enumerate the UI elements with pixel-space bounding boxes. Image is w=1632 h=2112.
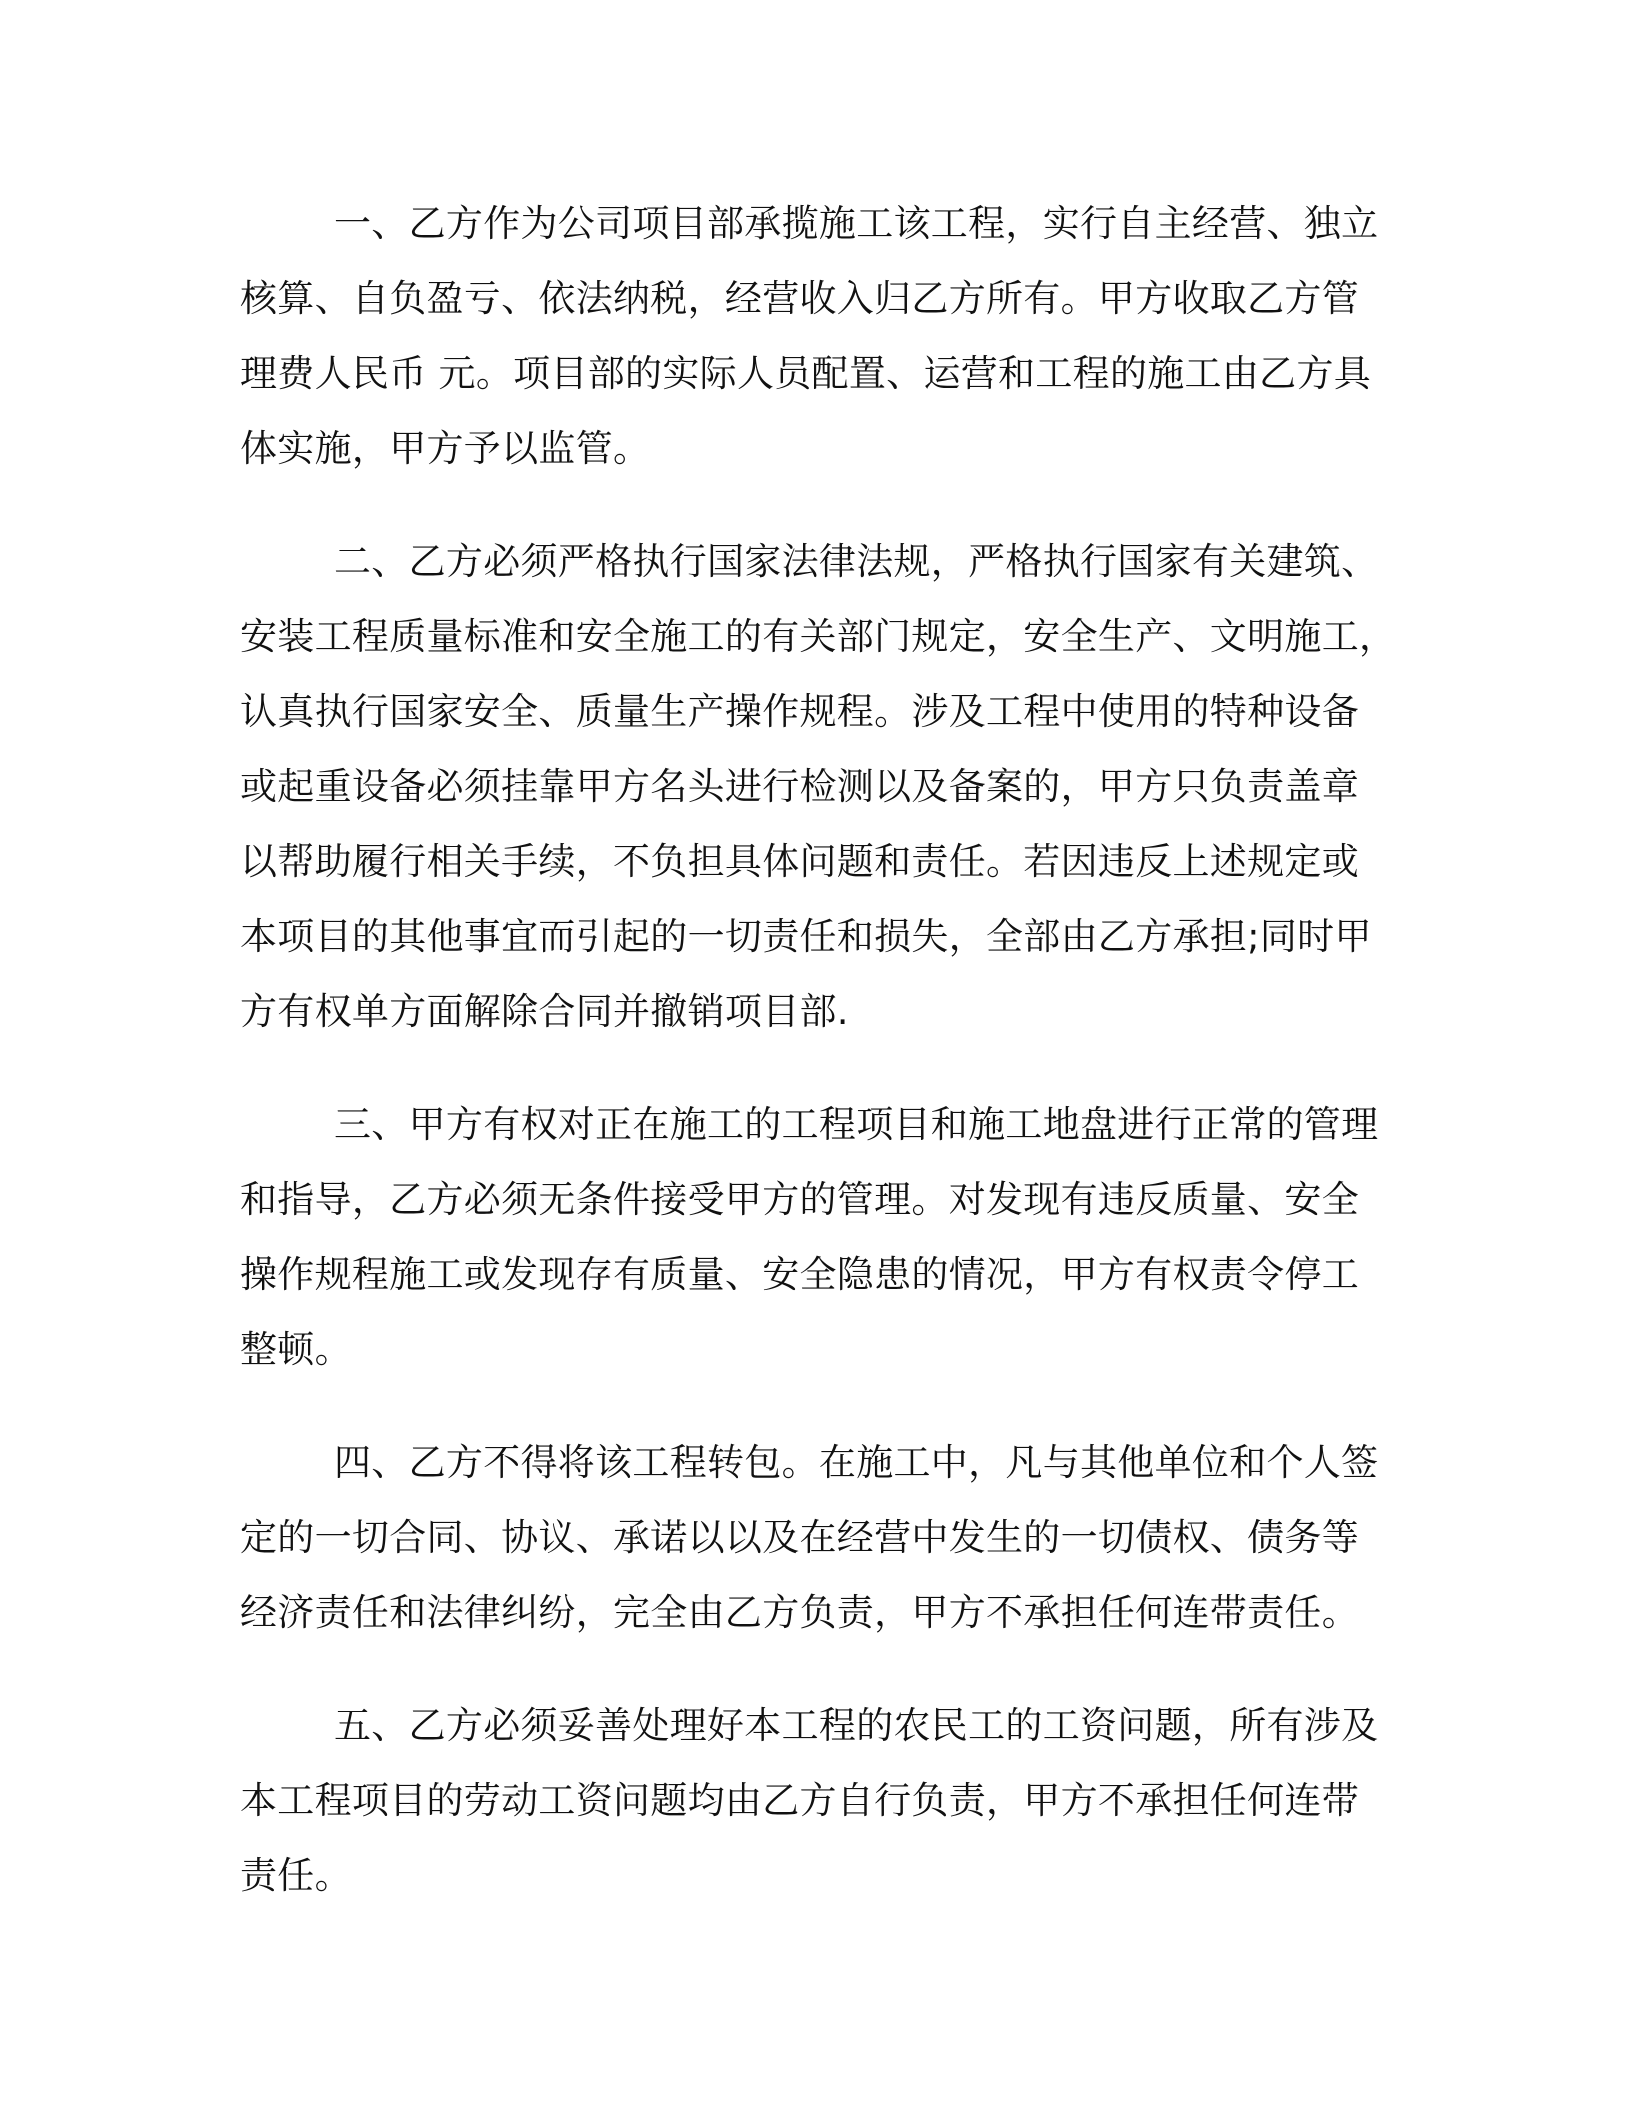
paragraph-line: 和指导，乙方必须无条件接受甲方的管理。对发现有违反质量、安全 <box>240 1178 1359 1221</box>
paragraph-line: 方有权单方面解除合同并撤销项目部. <box>240 990 849 1033</box>
paragraph-line: 定的一切合同、协议、承诺以以及在经营中发生的一切债权、债务等 <box>240 1516 1359 1559</box>
paragraph-4 <box>240 1425 1400 1650</box>
paragraph-line: 或起重设备必须挂靠甲方名头进行检测以及备案的，甲方只负责盖章 <box>240 765 1359 808</box>
paragraph-line: 认真执行国家安全、质量生产操作规程。涉及工程中使用的特种设备 <box>240 690 1359 733</box>
paragraph-2 <box>240 524 1400 1049</box>
paragraph-line: 经济责任和法律纠纷，完全由乙方负责，甲方不承担任何连带责任。 <box>240 1591 1359 1634</box>
paragraph-line: 核算、自负盈亏、依法纳税，经营收入归乙方所有。甲方收取乙方管 <box>240 277 1359 320</box>
paragraph-line: 一、乙方作为公司项目部承揽施工该工程，实行自主经营、独立 <box>334 202 1379 245</box>
paragraph-5 <box>240 1688 1400 1913</box>
paragraph-line: 四、乙方不得将该工程转包。在施工中，凡与其他单位和个人签 <box>334 1441 1379 1484</box>
paragraph-line: 整顿。 <box>240 1328 352 1371</box>
paragraph-line: 操作规程施工或发现存有质量、安全隐患的情况，甲方有权责令停工 <box>240 1253 1359 1296</box>
paragraph-line: 本项目的其他事宜而引起的一切责任和损失，全部由乙方承担;同时甲 <box>240 915 1372 958</box>
paragraph-1 <box>240 186 1400 486</box>
paragraph-line: 三、甲方有权对正在施工的工程项目和施工地盘进行正常的管理 <box>334 1103 1379 1146</box>
paragraph-line: 本工程项目的劳动工资问题均由乙方自行负责，甲方不承担任何连带 <box>240 1779 1359 1822</box>
paragraph-line: 以帮助履行相关手续，不负担具体问题和责任。若因违反上述规定或 <box>240 840 1359 883</box>
paragraph-line: 理费人民币 元。项目部的实际人员配置、运营和工程的施工由乙方具 <box>240 352 1372 395</box>
paragraph-line: 二、乙方必须严格执行国家法律法规，严格执行国家有关建筑、 <box>334 540 1379 583</box>
paragraph-line: 安装工程质量标准和安全施工的有关部门规定，安全生产、文明施工， <box>240 615 1397 658</box>
paragraph-line: 责任。 <box>240 1854 352 1897</box>
paragraph-line: 体实施，甲方予以监管。 <box>240 427 651 470</box>
paragraph-line: 五、乙方必须妥善处理好本工程的农民工的工资问题，所有涉及 <box>334 1704 1379 1747</box>
paragraph-3 <box>240 1087 1400 1387</box>
document-body <box>240 186 1400 1951</box>
